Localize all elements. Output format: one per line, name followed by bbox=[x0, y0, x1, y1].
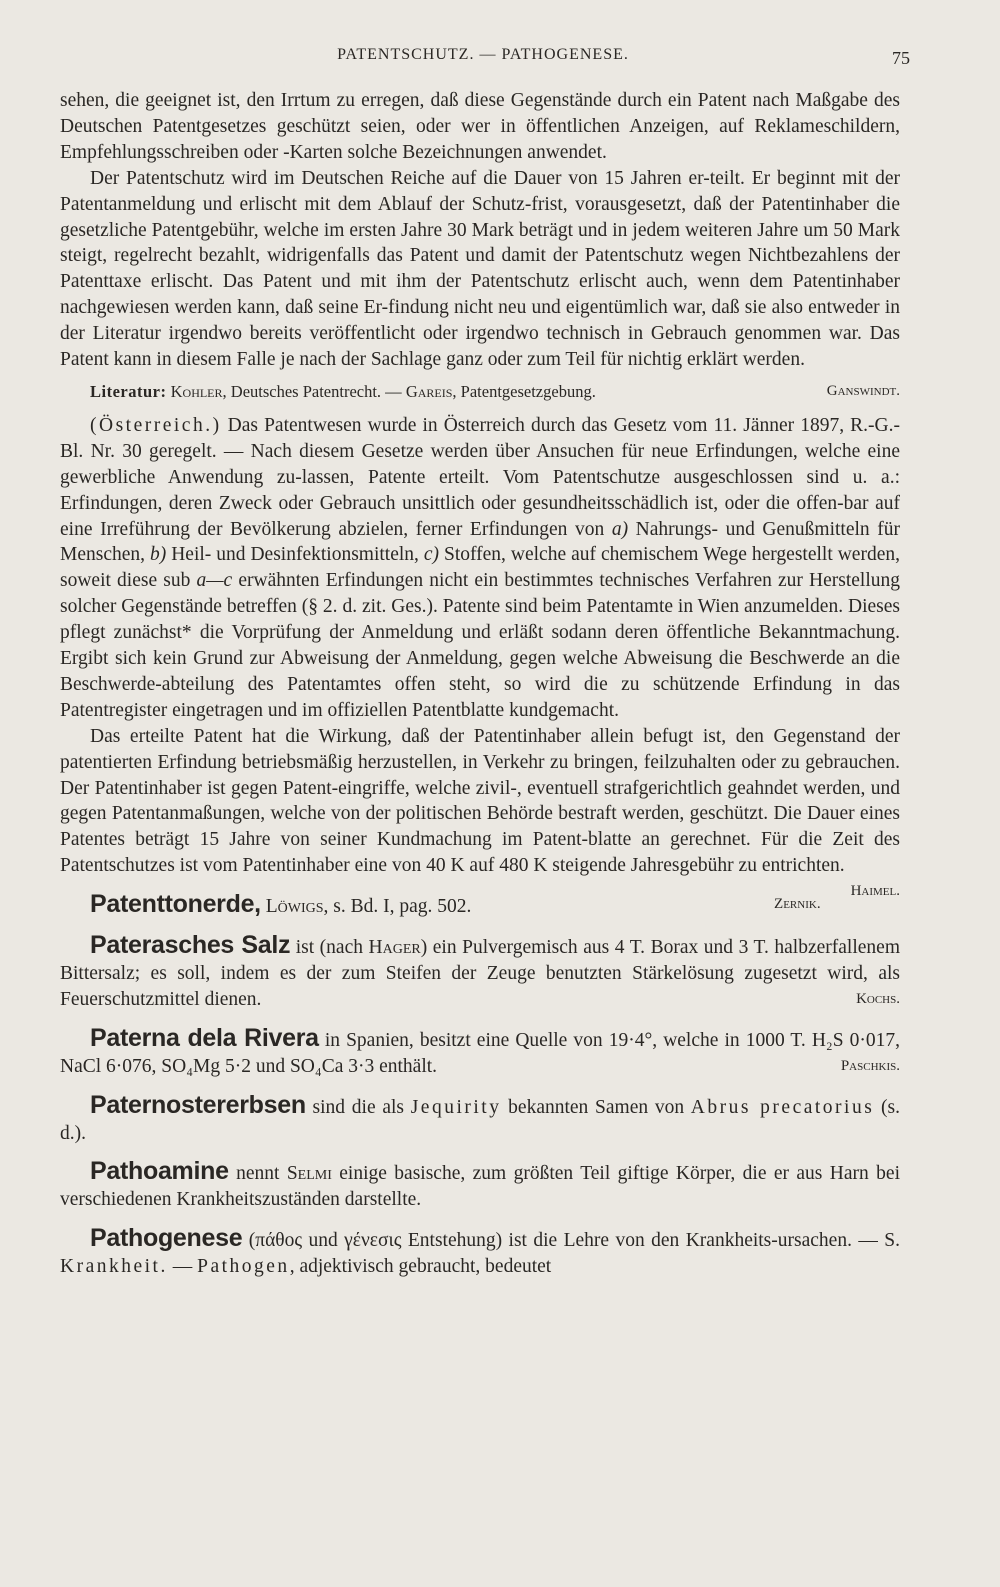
paragraph-austria bbox=[60, 413, 900, 724]
page-header bbox=[56, 46, 910, 76]
latin-name: Abrus precatorius bbox=[690, 1096, 875, 1118]
literature-text: , Patentgesetzgebung. bbox=[452, 381, 596, 401]
text-segment: Heil- und Desinfektionsmitteln, bbox=[166, 544, 424, 566]
text-segment: , s. Bd. I, pag. 502. bbox=[323, 896, 472, 918]
entry-headword: Patenttonerde, bbox=[90, 890, 261, 919]
literature-label: Literatur: bbox=[90, 381, 167, 401]
text-segment: bekannten Samen von bbox=[501, 1096, 691, 1118]
text-segment: (πάθος und γένεσις Entstehung) ist die Lehre von den Krankheits-ursachen. — S. bbox=[242, 1230, 900, 1252]
text-segment: Das erteilte Patent hat die Wirkung, daß der Patentinhaber allein befugt ist, den Gegenstand der patentierten Erfindung betriebsmäßig herzustellen, in Verkehr zu bringen, feilzuhalten oder zu gebrauchen. Der Patentinhaber ist gegen Patent-eingriffe, welche zivil-, eventuell strafgerichtlich geahndet werden, und gegen Patentanmaßungen, welche von der politischen Behörde bestraft werden, geschützt. Die Dauer eines Patentes beträgt 15 Jahre von seiner Kundmachung im Patent-blatte an gerechnet. Für die Zeit des Patentschutzes ist vom Patentinhaber eine von 40 K auf 480 K steigende Jahresgebühr zu entrichten. bbox=[60, 725, 900, 877]
author-signature: Ganswindt. bbox=[826, 382, 900, 399]
literature-line bbox=[60, 379, 900, 405]
author-signature: Kochs. bbox=[856, 990, 900, 1007]
cross-reference: Krankheit. bbox=[60, 1256, 168, 1278]
author-name: Selmi bbox=[286, 1163, 332, 1185]
enumeration-marker: a) bbox=[611, 518, 629, 540]
text-segment: ist (nach bbox=[290, 937, 369, 959]
entry-paterasches-salz bbox=[60, 933, 900, 1013]
text-segment: — bbox=[167, 1256, 198, 1278]
enumeration-marker: a—c bbox=[196, 570, 233, 592]
entry-headword: Paternostererbsen bbox=[90, 1090, 306, 1119]
entry-paternostererbsen bbox=[60, 1090, 900, 1147]
entry-paterna-dela-rivera bbox=[60, 1023, 900, 1080]
text-segment: Nahrungs- und Genußmitteln für Menschen, bbox=[60, 518, 900, 566]
enumeration-marker: c) bbox=[423, 544, 440, 566]
page-number: 75 bbox=[892, 48, 910, 68]
running-head: PATENTSCHUTZ. — PATHOGENESE. bbox=[337, 46, 629, 63]
text-segment: ) ein Pulvergemisch aus 4 T. Borax und 3 T. halbzerfallenem Bittersalz; es soll, indem es der zum Steifen der Zeuge benutzten Stärkelösung zugesetzt wird, als Feuerschutzmittel dienen. bbox=[60, 937, 900, 1010]
emphasized-term: Pathogen bbox=[197, 1256, 290, 1278]
author-signature: Zernik. bbox=[774, 896, 821, 913]
entry-headword: Pathoamine bbox=[90, 1157, 229, 1186]
author-signature: Paschkis. bbox=[840, 1057, 900, 1074]
text-segment: sind die als bbox=[305, 1096, 411, 1118]
literature-text: , Deutsches Patentrecht. — bbox=[222, 381, 406, 401]
entry-pathoamine bbox=[60, 1159, 900, 1213]
paragraph-patent-effect bbox=[60, 724, 900, 900]
author-signature: Haimel. bbox=[850, 883, 900, 900]
emphasized-term: Jequirity bbox=[410, 1096, 502, 1118]
entry-headword: Paterna dela Rivera bbox=[90, 1023, 319, 1052]
entry-headword: Pathogenese bbox=[90, 1224, 243, 1253]
enumeration-marker: b) bbox=[150, 544, 167, 566]
author-name: Gareis bbox=[405, 381, 453, 401]
text-segment: (s. d.). bbox=[60, 1096, 900, 1144]
paragraph-intro-continuation: sehen, die geeignet ist, den Irrtum zu erregen, daß diese Gegenstände durch ein Patent nach Maßgabe des Deutschen Patentgesetzes geschützt seien, oder wer in öffentlichen Anzeigen, auf Reklameschildern, Empfehlungsschreiben oder -Karten solche Bezeichnungen anwendet. bbox=[60, 90, 900, 163]
text-segment: Stoffen, welche auf chemischem Wege hergestellt werden, soweit diese sub bbox=[60, 544, 900, 592]
author-name: Löwigs bbox=[265, 896, 324, 918]
paragraph-patent-duration: Der Patentschutz wird im Deutschen Reiche auf die Dauer von 15 Jahren er-teilt. Er beginnt mit der Patentanmeldung und erlischt mit dem Ablauf der Schutz-frist, vorausgesetzt, daß der Patentinhaber die gesetzliche Patentgebühr, welche im ersten Jahre 30 Mark beträgt und in jedem weiteren Jahre um 50 Mark steigt, regelrecht bezahlt, widrigenfalls das Patent und damit der Patentschutz wegen Nichtbezahlens der Patenttaxe erlischt. Das Patent und mit ihm der Patentschutz erlischt auch, wenn dem Patentinhaber nachgewiesen werden kann, daß seine Er-findung nicht neu und eigentümlich war, daß sie also entweder in der Literatur irgendwo bereits veröffentlicht oder irgendwo technisch in Gebrauch genommen war. Das Patent kann in diesem Falle je nach der Sachlage ganz oder zum Teil für nichtig erklärt werden. bbox=[60, 167, 900, 371]
entry-headword: Paterasches Salz bbox=[90, 931, 291, 960]
text-segment: einige basische, zum größten Teil giftige Körper, die er aus Harn bei verschiedenen Krankheitszuständen darstellte. bbox=[60, 1163, 900, 1211]
text-segment: , adjektivisch gebraucht, bedeutet bbox=[289, 1256, 552, 1278]
text-segment: in Spanien, besitzt eine Quelle von 19·4°, welche in 1000 T. H₂S 0·017, NaCl 6·076, SO₄Mg 5·2 und SO₄Ca 3·3 enthält. bbox=[60, 1029, 900, 1077]
text-segment: nennt bbox=[228, 1163, 287, 1185]
entry-patenttonerde bbox=[60, 892, 900, 920]
text-segment: erwähnten Erfindungen nicht ein bestimmtes technisches Verfahren zur Herstellung solcher Gegenstände betreffen (§ 2. d. zit. Ges.). Patente sind beim Patentamte in Wien anzumelden. Dieses pflegt zunächst* die Vorprüfung der Anmeldung und erläßt sodann deren öffentliche Bekanntmachung. Ergibt sich kein Grund zur Abweisung der Anmeldung, gegen welche Abweisung die Beschwerde an die Beschwerde-abteilung des Patentamtes offen steht, so wird die zu schützende Erfindung in das Patentregister eingetragen und im offiziellen Patentblatte kundgemacht. bbox=[60, 570, 900, 721]
section-heading-austria: (Österreich.) bbox=[90, 414, 222, 436]
author-name: Kohler bbox=[170, 381, 223, 401]
page-body bbox=[60, 88, 900, 1280]
entry-pathogenese bbox=[60, 1226, 900, 1280]
author-name: Hager bbox=[368, 937, 421, 959]
text-segment: Das Patentwesen wurde in Österreich durch das Gesetz vom 11. Jänner 1897, R.-G.-Bl. Nr. 30 geregelt. — Nach diesem Gesetze werden über Ansuchen für neue Erfindungen, welche eine gewerbliche Anwendung zu-lassen, Patente erteilt. Vom Patentschutze ausgeschlossen sind u. a.: Erfindungen, deren Zweck oder Gebrauch unsittlich oder gesundheitsschädlich ist, oder die offen-bar auf eine Irreführung der Bevölkerung abzielen, ferner Erfindungen von bbox=[60, 414, 900, 540]
